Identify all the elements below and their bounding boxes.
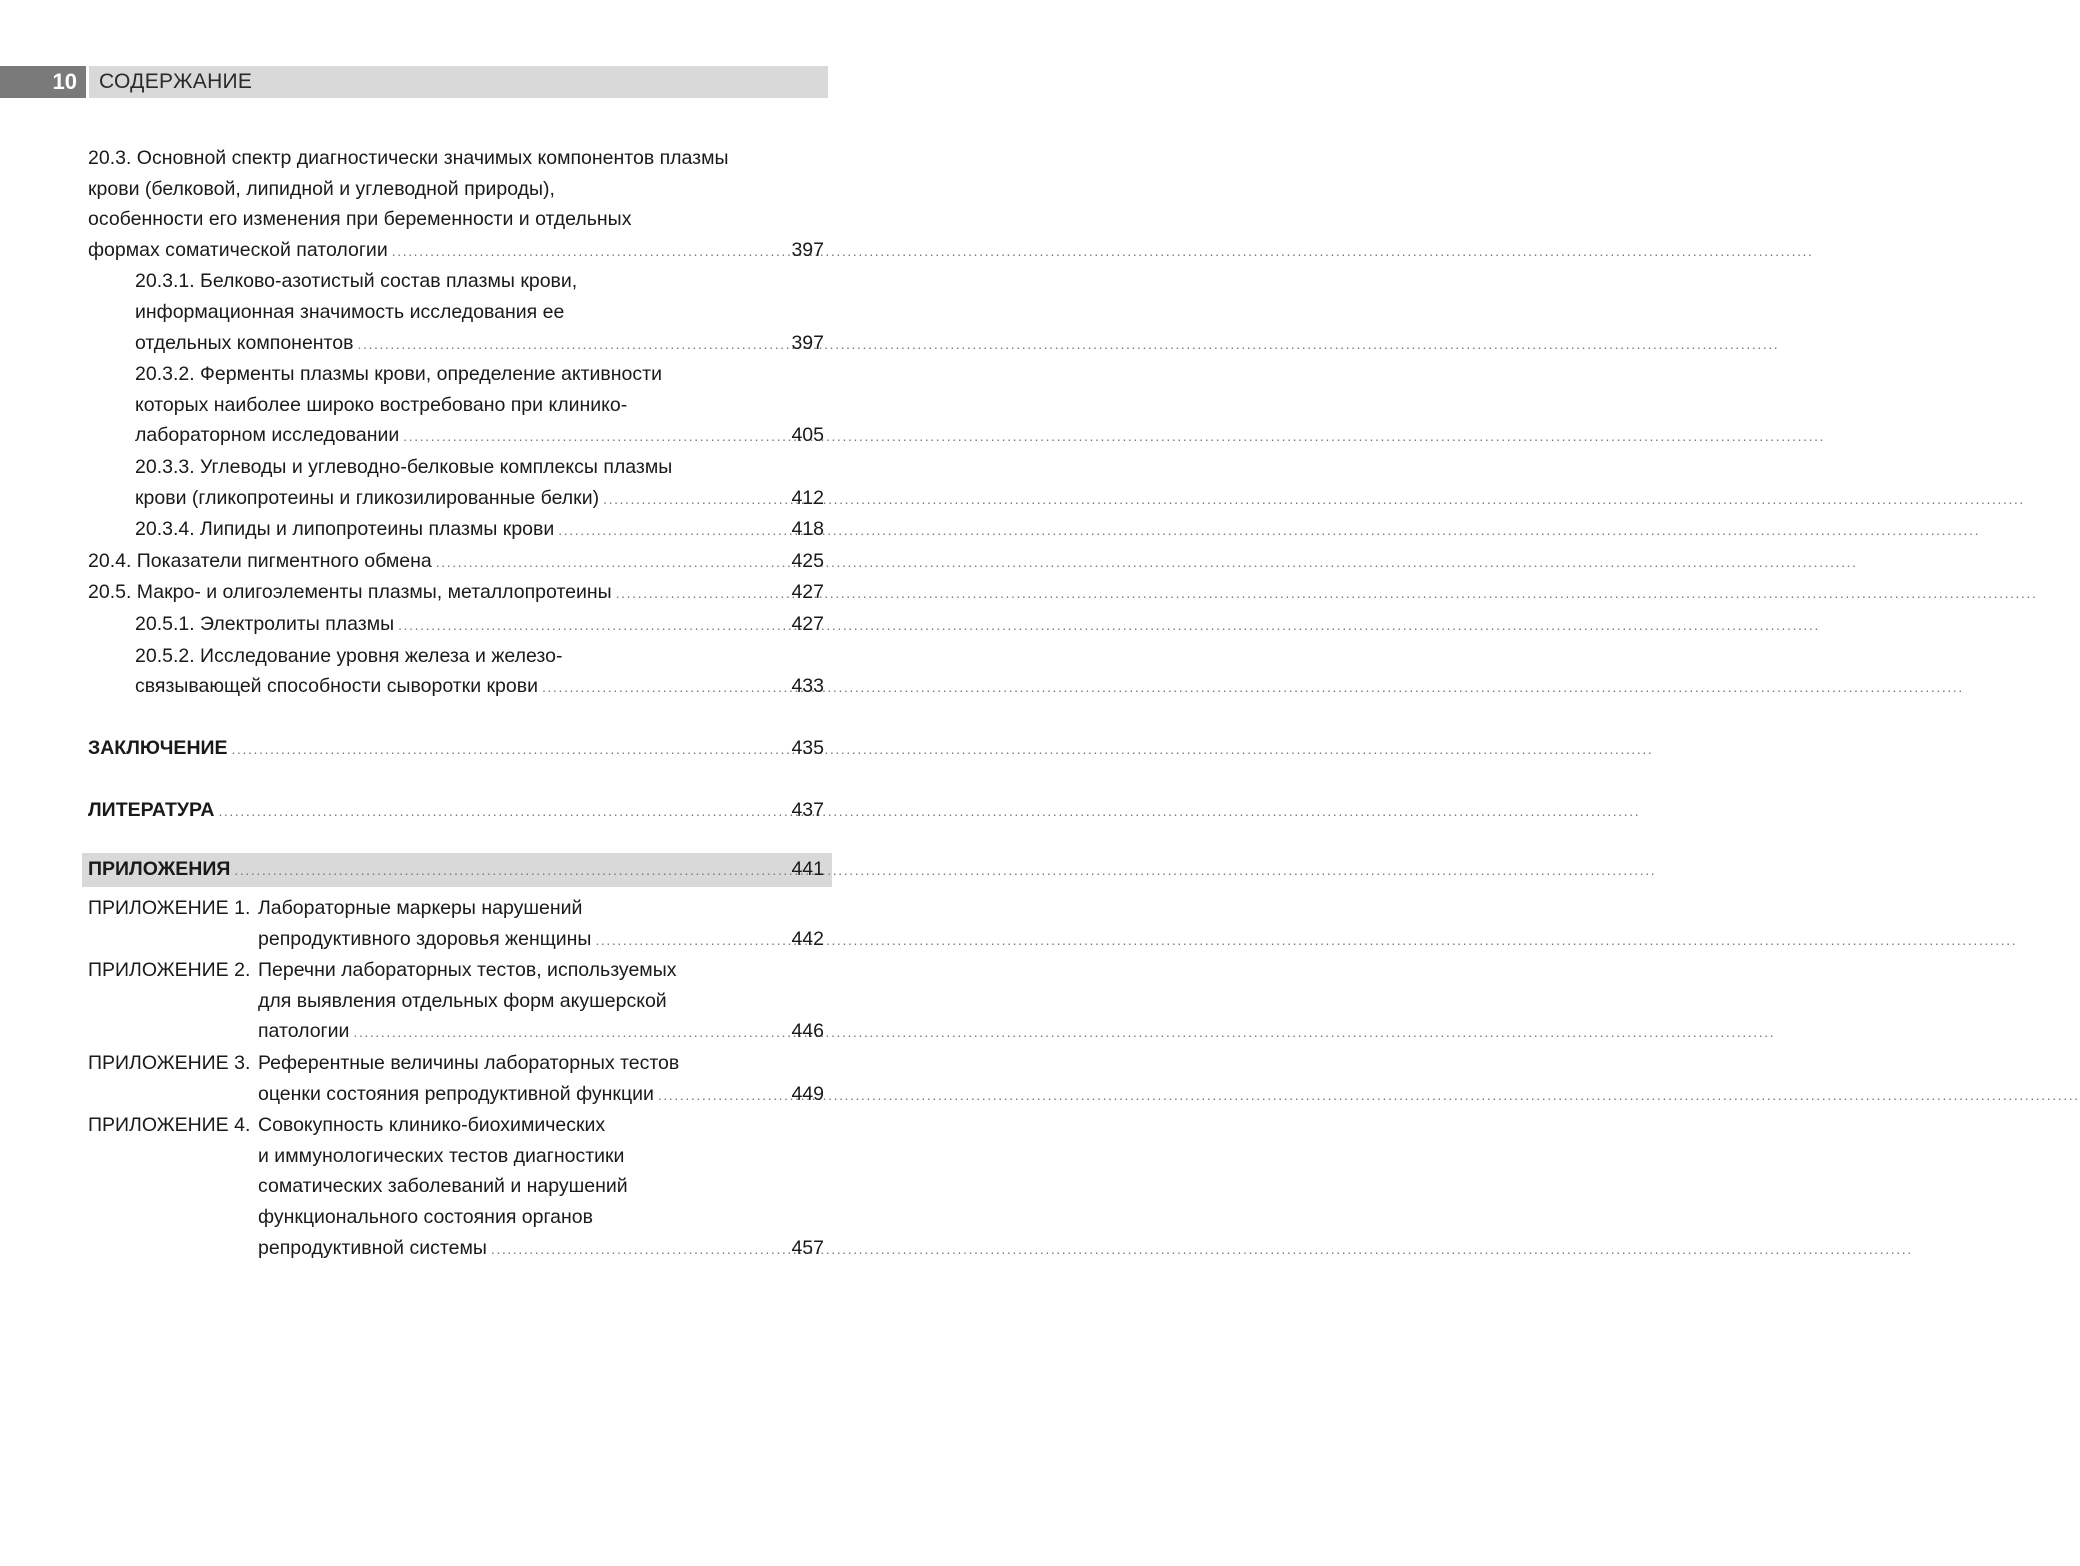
toc-line: Перечни лабораторных тестов, используемых xyxy=(258,959,677,982)
header-title: СОДЕРЖАНИЕ xyxy=(89,66,828,98)
toc-line: информационная значимость исследования ее xyxy=(135,300,565,323)
dot-leader xyxy=(603,484,785,515)
appendix-label: ПРИЛОЖЕНИЕ 4. xyxy=(88,1114,251,1137)
page-ref: 437 xyxy=(791,799,824,822)
toc-line: 20.5.2. Исследование уровня железа и железо- xyxy=(135,644,563,667)
section-heading: ЗАКЛЮЧЕНИЕ xyxy=(88,737,228,760)
toc-line: 20.5.1. Электролиты плазмы xyxy=(135,612,395,635)
toc-line: лабораторном исследовании xyxy=(135,424,400,447)
dot-leader xyxy=(491,1234,786,1265)
appendix-label: ПРИЛОЖЕНИЕ 2. xyxy=(88,959,251,982)
toc-line: 20.4. Показатели пигментного обмена xyxy=(88,549,432,572)
toc-line: 20.3.1. Белково-азотистый состав плазмы крови, xyxy=(135,270,578,293)
toc-line: отдельных компонентов xyxy=(135,331,354,354)
page-ref: 412 xyxy=(791,486,824,509)
toc-entry-appendix-2[interactable] xyxy=(88,955,824,1048)
table-of-contents xyxy=(88,143,824,1264)
toc-entry-20-3-3[interactable] xyxy=(88,452,824,514)
toc-line: 20.5. Макро- и олигоэлементы плазмы, металлопротеины xyxy=(88,581,612,604)
toc-line: особенности его изменения при беременности и отдельных xyxy=(88,208,632,231)
toc-entry-appendix-4[interactable] xyxy=(88,1110,824,1264)
dot-leader xyxy=(403,421,785,452)
toc-line: 20.3. Основной спектр диагностически значимых компонентов плазмы xyxy=(88,147,729,169)
page-ref: 427 xyxy=(791,612,824,635)
page-ref: 457 xyxy=(791,1236,824,1259)
toc-line: которых наиболее широко востребовано при клинико- xyxy=(135,393,628,416)
toc-line: Лабораторные маркеры нарушений xyxy=(258,897,583,920)
dot-leader xyxy=(595,925,785,956)
page-ref: 427 xyxy=(791,581,824,604)
toc-line: и иммунологических тестов диагностики xyxy=(258,1144,625,1167)
dot-leader xyxy=(234,855,785,886)
toc-line: крови (белковой, липидной и углеводной природы), xyxy=(88,177,555,200)
toc-entry-20-5-2[interactable] xyxy=(88,641,824,703)
toc-line: Совокупность клинико-биохимических xyxy=(258,1114,606,1137)
appendix-label: ПРИЛОЖЕНИЕ 3. xyxy=(88,1052,251,1075)
toc-line: 20.3.2. Ферменты плазмы крови, определение активности xyxy=(135,363,662,386)
dot-leader xyxy=(558,515,785,546)
toc-line: для выявления отдельных форм акушерской xyxy=(258,989,667,1012)
toc-entry-20-3-1[interactable] xyxy=(88,266,824,359)
page-ref: 435 xyxy=(791,737,824,760)
toc-entry-appendix-3[interactable] xyxy=(88,1048,824,1110)
page-ref: 441 xyxy=(791,858,824,881)
section-heading: ПРИЛОЖЕНИЯ xyxy=(88,858,231,881)
page-ref: 397 xyxy=(791,238,824,261)
page-ref: 418 xyxy=(791,518,824,541)
page-ref: 446 xyxy=(791,1020,824,1043)
toc-line: соматических заболеваний и нарушений xyxy=(258,1175,628,1198)
running-header xyxy=(0,66,828,98)
toc-line: 20.3.4. Липиды и липопротеины плазмы крови xyxy=(135,518,555,541)
dot-leader xyxy=(232,734,786,765)
dot-leader xyxy=(542,672,785,703)
toc-line: формах соматической патологии xyxy=(88,238,388,261)
toc-entry-20-3[interactable] xyxy=(88,143,824,266)
section-heading: ЛИТЕРАТУРА xyxy=(88,799,215,822)
toc-entry-20-3-2[interactable] xyxy=(88,359,824,452)
toc-line: репродуктивной системы xyxy=(258,1236,487,1259)
toc-entry-conclusion[interactable] xyxy=(88,733,824,765)
toc-line: патологии xyxy=(258,1020,350,1043)
page-ref: 442 xyxy=(791,927,824,950)
toc-entry-20-5[interactable] xyxy=(88,577,824,609)
appendix-label: ПРИЛОЖЕНИЕ 1. xyxy=(88,897,251,920)
toc-line: Референтные величины лабораторных тестов xyxy=(258,1052,680,1075)
page-ref: 405 xyxy=(791,424,824,447)
dot-leader xyxy=(357,329,785,360)
toc-entry-literature[interactable] xyxy=(88,795,824,827)
toc-entry-appendices[interactable] xyxy=(82,853,832,887)
toc-line: репродуктивного здоровья женщины xyxy=(258,927,592,950)
page-ref: 397 xyxy=(791,331,824,354)
dot-leader xyxy=(616,578,786,609)
page-ref: 433 xyxy=(791,675,824,698)
dot-leader xyxy=(392,236,786,267)
dot-leader xyxy=(436,547,786,578)
toc-entry-20-4[interactable] xyxy=(88,546,824,578)
toc-entry-20-5-1[interactable] xyxy=(88,609,824,641)
toc-line: оценки состояния репродуктивной функции xyxy=(258,1082,654,1105)
dot-leader xyxy=(398,610,785,641)
toc-entry-20-3-4[interactable] xyxy=(88,514,824,546)
toc-line: крови (гликопротеины и гликозилированные белки) xyxy=(135,486,600,509)
dot-leader xyxy=(218,796,785,827)
dot-leader xyxy=(658,1080,786,1111)
toc-line: функционального состояния органов xyxy=(258,1206,594,1228)
page-ref: 425 xyxy=(791,549,824,572)
page-number: 10 xyxy=(0,66,86,98)
dot-leader xyxy=(353,1017,785,1048)
page-ref: 449 xyxy=(791,1082,824,1105)
toc-line: связывающей способности сыворотки крови xyxy=(135,675,538,698)
toc-entry-appendix-1[interactable] xyxy=(88,893,824,955)
toc-line: 20.3.3. Углеводы и углеводно-белковые комплексы плазмы xyxy=(135,455,673,478)
